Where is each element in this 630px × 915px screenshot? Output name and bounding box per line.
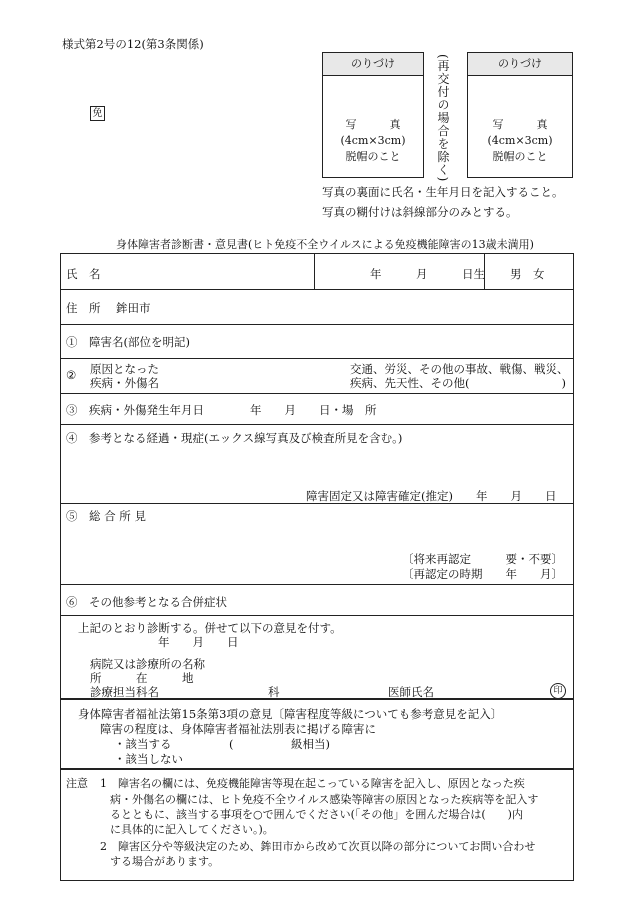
hospital-location-label: 所 在 地 bbox=[90, 671, 194, 685]
photo-box-1-header: のりづけ bbox=[323, 53, 423, 76]
opinion-applicable: ・該当する ( 級相当) bbox=[114, 737, 330, 751]
address-label: 住 所 bbox=[66, 301, 101, 315]
history-label: ④ 参考となる経過・現症(エックス線写真及び検査所見を含む。) bbox=[66, 431, 403, 445]
birth-date-field: 年 月 日生 bbox=[370, 267, 485, 281]
note-2-line-b: する場合があります。 bbox=[110, 855, 220, 868]
opinion-not-applicable: ・該当しない bbox=[114, 752, 183, 766]
photo-box-1-line2: (4cm×3cm) bbox=[340, 134, 406, 147]
cause-label-2: 疾病・外傷名 bbox=[90, 376, 159, 390]
address-value: 鉾田市 bbox=[116, 301, 151, 315]
opinion-title: 身体障害者福祉法第15条第3項の意見〔障害程度等級についても参考意見を記入〕 bbox=[78, 707, 503, 721]
cause-options-2: 疾病、先天性、その他( ) bbox=[350, 376, 566, 390]
recert-required: 〔将来再認定 要・不要〕 bbox=[402, 552, 563, 566]
reissue-note: (再交付の場合を除く) bbox=[436, 54, 450, 183]
note-1-line-c: るとともに、該当する事項を○で囲んでください(「その他」を囲んだ場合は( )内 bbox=[110, 808, 523, 821]
photo-box-2-line3: 脱帽のこと bbox=[492, 150, 548, 163]
photo-box-1-line1: 写 真 bbox=[345, 118, 401, 131]
hospital-name-label: 病院又は診療所の名称 bbox=[90, 657, 205, 671]
form-id: 様式第2号の12(第3条関係) bbox=[62, 37, 204, 51]
photo-box-2-header: のりづけ bbox=[468, 53, 572, 76]
fixed-date-field: 障害固定又は障害確定(推定) 年 月 日 bbox=[306, 489, 557, 503]
findings-label: ⑤ 総 合 所 見 bbox=[66, 509, 146, 523]
name-label: 氏 名 bbox=[66, 267, 101, 281]
photo-box-1-line3: 脱帽のこと bbox=[345, 150, 401, 163]
recert-timing: 〔再認定の時期 年 月〕 bbox=[402, 567, 563, 581]
doctor-seal: 印 bbox=[550, 683, 566, 699]
disability-name-label: ① 障害名(部位を明記) bbox=[66, 335, 190, 349]
cert-date: 年 月 日 bbox=[158, 635, 239, 649]
note-1-line-d: に具体的に記入してください。)。 bbox=[110, 823, 274, 836]
cause-number: ② bbox=[66, 368, 77, 382]
photo-box-2 bbox=[467, 52, 573, 178]
cause-options-1: 交通、労災、その他の事故、戦傷、戦災、 bbox=[350, 362, 569, 376]
photo-box-2-line1: 写 真 bbox=[492, 118, 548, 131]
document-title: 身体障害者診断書・意見書(ヒト免疫不全ウイルスによる免疫機能障害の13歳未満用) bbox=[116, 238, 534, 251]
opinion-line: 障害の程度は、身体障害者福祉法別表に掲げる障害に bbox=[100, 722, 376, 736]
doctor-name-label: 医師氏名 bbox=[388, 685, 434, 699]
sex-field: 男 女 bbox=[510, 267, 545, 281]
photo-note-1: 写真の裏面に氏名・生年月日を記入すること。 bbox=[322, 185, 564, 199]
photo-box-1 bbox=[322, 52, 424, 178]
other-symptoms-label: ⑥ その他参考となる合併症状 bbox=[66, 595, 227, 609]
note-1-line-b: 病・外傷名の欄には、ヒト免疫不全ウイルス感染等障害の原因となった疾病等を記入す bbox=[110, 793, 539, 806]
onset-date-label: ③ 疾病・外傷発生年月日 年 月 日・場 所 bbox=[66, 403, 377, 417]
notes-label: 注意 bbox=[66, 777, 88, 790]
department-label: 診療担当科名 bbox=[90, 685, 159, 699]
cause-label-1: 原因となった bbox=[90, 362, 159, 376]
note-2-line-a: 2 障害区分や等級決定のため、鉾田市から改めて次頁以降の部分についてお問い合わせ bbox=[100, 840, 536, 853]
exemption-stamp: 免 bbox=[90, 106, 105, 121]
department-suffix: 科 bbox=[268, 685, 280, 699]
photo-box-2-line2: (4cm×3cm) bbox=[487, 134, 553, 147]
photo-note-2: 写真の糊付けは斜線部分のみとする。 bbox=[322, 205, 518, 219]
note-1-line-a: 1 障害名の欄には、免疫機能障害等現在起こっている障害を記入し、原因となった疾 bbox=[100, 777, 525, 790]
cert-statement: 上記のとおり診断する。併せて以下の意見を付す。 bbox=[78, 621, 342, 635]
